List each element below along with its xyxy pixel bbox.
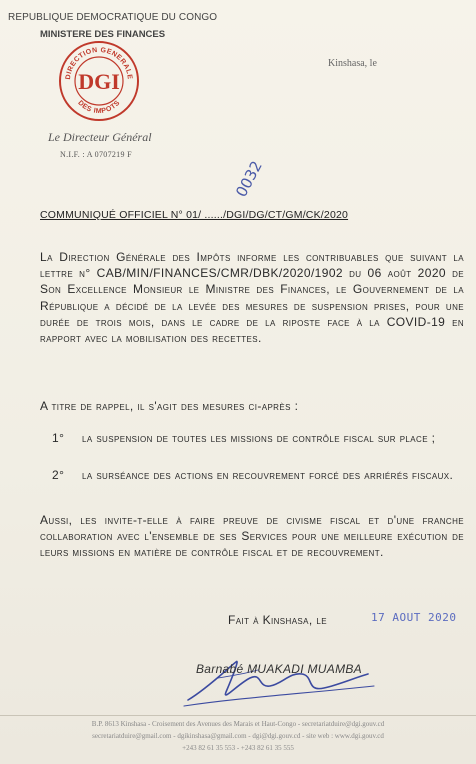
handwritten-signature bbox=[178, 648, 378, 712]
measure-number: 1° bbox=[52, 431, 65, 445]
footer-emails: secretariatduire@gmail.com - dgikinshasa@gmail.com - dgi@dgi.gouv.cd - site web : www.dgi.gouv.cd bbox=[92, 732, 384, 740]
signer-name: Barnabé MUAKADI MUAMBA bbox=[196, 662, 362, 676]
measure-item-2 bbox=[52, 467, 462, 484]
svg-text:DES IMPOTS bbox=[76, 99, 121, 115]
date-stamp: 17 AOUT 2020 bbox=[371, 611, 457, 624]
measure-text: la surséance des actions en recouvrement forcé des arriérés fiscaux. bbox=[82, 468, 454, 482]
communique-reference: COMMUNIQUÉ OFFICIEL N° 01/ ....../DGI/DG/CT/GM/CK/2020 bbox=[40, 209, 349, 221]
measure-item-1 bbox=[52, 430, 462, 447]
country-header: REPUBLIQUE DEMOCRATIQUE DU CONGO bbox=[8, 12, 218, 23]
body-paragraph-3: Aussi, les invite-t-elle à faire preuve de civisme fiscal et d'une franche collaboration avec l'ensemble de ses Services pour une meilleure exécution de leurs missions en matière de contrôle fiscal et de recouvrement. bbox=[40, 513, 464, 560]
footer-phones: +243 82 61 35 553 - +243 82 61 35 555 bbox=[182, 744, 294, 752]
body-paragraph-1: La Direction Générale des Impôts informe les contribuables que suivant la lettre n° CAB/MIN/FINANCES/CMR/DBK/2020/1902 du 06 août 2020 de Son Excellence Monsieur le Ministre des Finances, le Gouvernement de la République a décidé de la levée des mesures de suspension prises, pour une durée de trois mois, dans le cadre de la riposte face à la COVID-19 en rapport avec la mobilisation des recettes. bbox=[40, 250, 464, 346]
body-paragraph-2: A titre de rappel, il s'agit des mesures ci-après : bbox=[40, 399, 299, 413]
logo-top-text: DIRECTION GENERALE bbox=[64, 46, 134, 81]
dgi-logo bbox=[58, 40, 140, 122]
location-date-line: Kinshasa, le bbox=[328, 58, 377, 69]
footer-address: B.P. 8613 Kinshasa - Croisement des Avenues des Marais et Haut-Congo - secretariatduire@dgi.gouv.cd bbox=[91, 720, 385, 728]
logo-monogram: DGI bbox=[78, 69, 120, 94]
logo-bottom-text: DES IMPOTS bbox=[76, 99, 122, 116]
place-line: Fait à Kinshasa, le bbox=[228, 613, 327, 627]
measure-text: la suspension de toutes les missions de contrôle fiscal sur place ; bbox=[82, 431, 436, 445]
director-title: Le Directeur Général bbox=[48, 130, 152, 144]
measure-number: 2° bbox=[52, 468, 65, 482]
handwritten-reference-number: 0032 bbox=[232, 157, 266, 200]
nif-number: N.I.F. : A 0707219 F bbox=[60, 150, 132, 159]
ministry-header: MINISTERE DES FINANCES bbox=[40, 29, 166, 40]
footer-divider bbox=[0, 715, 476, 716]
